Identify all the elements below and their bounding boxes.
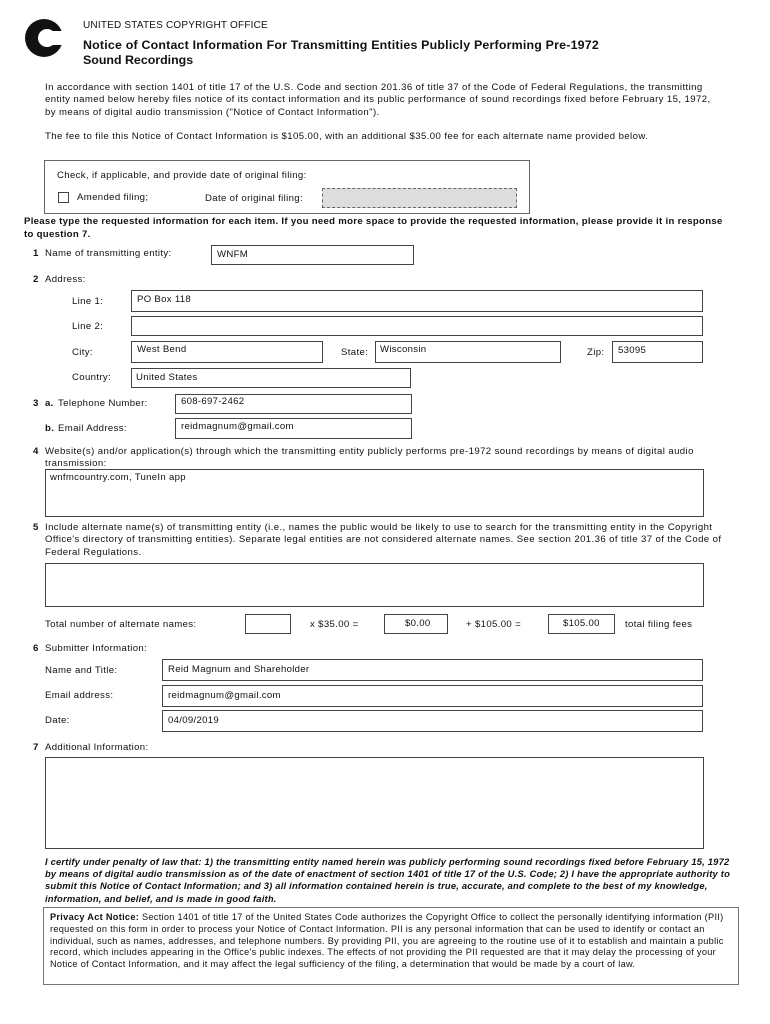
copyright-office-logo <box>20 18 70 58</box>
zip-label: Zip: <box>587 347 605 358</box>
q3b-letter: b. <box>45 423 55 434</box>
amended-filing-checkbox[interactable] <box>58 192 69 203</box>
city-label: City: <box>72 347 93 358</box>
state-label: State: <box>341 347 369 358</box>
amended-filing-label: Amended filing; <box>77 192 149 203</box>
instructions: Please type the requested information for each item. If you need more space to provide the requested information, please provide it in response to question 7. <box>24 216 723 240</box>
form-title-line2: Sound Recordings <box>83 53 194 67</box>
entity-name-label: Name of transmitting entity: <box>45 248 172 259</box>
entity-name-field[interactable]: WNFM <box>211 245 414 265</box>
certification-statement: I certify under penalty of law that: 1) the transmitting entity named herein was publicly performing sound recordings fixed before February 15, 1972 by means of digital audio transmission as of the date of enactment of section 1401 of title 17 of the U.S. Code; 2) I have the appropriate authority to submit this Notice of Contact Information; and 3) all information contained herein is true, accurate, and complete to the best of my knowledge, information, and belief, and is made in good faith. <box>45 856 730 904</box>
alternate-fee-field[interactable]: $0.00 <box>384 614 448 634</box>
original-filing-date-label: Date of original filing: <box>205 193 303 204</box>
additional-info-label: Additional Information: <box>45 742 149 753</box>
base-fee-text: + $105.00 = <box>466 619 522 630</box>
submitter-name-field[interactable]: Reid Magnum and Shareholder <box>162 659 703 681</box>
q1-number: 1 <box>33 248 39 259</box>
total-fee-field[interactable]: $105.00 <box>548 614 615 634</box>
privacy-act-notice <box>50 912 734 971</box>
intro-paragraph: In accordance with section 1401 of title 17 of the U.S. Code and section 201.36 of title 37 of the Code of Federal Regulations, the transmitting entity named below hereby files notice of its contact information and its public performance of sound recordings fixed before February 15, 1972, by means of digital audio transmission ("Notice of Contact Information"). <box>45 82 711 118</box>
q6-number: 6 <box>33 643 39 654</box>
submission-date-field[interactable]: 04/09/2019 <box>162 710 703 732</box>
amended-check-instruction: Check, if applicable, and provide date of original filing: <box>57 170 307 181</box>
total-alternate-names-label: Total number of alternate names: <box>45 619 197 630</box>
zip-field[interactable]: 53095 <box>612 341 703 363</box>
submitter-email-label: Email address: <box>45 690 114 701</box>
email-address-label: Email Address: <box>58 423 127 434</box>
q3a-letter: a. <box>45 398 54 409</box>
alternate-names-label: Include alternate name(s) of transmitting entity (i.e., names the public would be likely to use to search for the transmitting entity in the Copyright Office's directory of transmitting entities). Separate legal entities are not considered alternate names. See section 201.36 of title 37 of the Code of Federal Regulations. <box>45 522 722 558</box>
total-alternate-names-field[interactable] <box>245 614 291 634</box>
submission-date-label: Date: <box>45 715 70 726</box>
email-address-field[interactable]: reidmagnum@gmail.com <box>175 418 412 439</box>
q5-number: 5 <box>33 522 39 533</box>
additional-info-field[interactable] <box>45 757 704 849</box>
state-field[interactable]: Wisconsin <box>375 341 561 363</box>
q7-number: 7 <box>33 742 39 753</box>
q3-number: 3 <box>33 398 39 409</box>
address-line2-field[interactable] <box>131 316 703 336</box>
total-filing-fees-label: total filing fees <box>625 619 693 630</box>
alternate-names-field[interactable] <box>45 563 704 607</box>
telephone-field[interactable]: 608-697-2462 <box>175 394 412 414</box>
address-line2-label: Line 2: <box>72 321 104 332</box>
city-field[interactable]: West Bend <box>131 341 323 363</box>
telephone-label: Telephone Number: <box>58 398 148 409</box>
office-name: UNITED STATES COPYRIGHT OFFICE <box>83 20 268 31</box>
q2-number: 2 <box>33 274 39 285</box>
fee-paragraph: The fee to file this Notice of Contact Information is $105.00, with an additional $35.00 fee for each alternate name provided below. <box>45 131 649 142</box>
address-label: Address: <box>45 274 86 285</box>
form-title-line1: Notice of Contact Information For Transmitting Entities Publicly Performing Pre-1972 <box>83 38 599 52</box>
address-line1-field[interactable]: PO Box 118 <box>131 290 703 312</box>
country-label: Country: <box>72 372 112 383</box>
privacy-act-heading: Privacy Act Notice: <box>50 912 140 922</box>
submitter-info-label: Submitter Information: <box>45 643 148 654</box>
address-line1-label: Line 1: <box>72 296 104 307</box>
q4-number: 4 <box>33 446 39 457</box>
websites-label: Website(s) and/or application(s) through which the transmitting entity publicly performs pre-1972 sound recordings by means of digital audio transmission: <box>45 446 694 470</box>
privacy-act-text: Section 1401 of title 17 of the United States Code authorizes the Copyright Office to collect the personally identifying information (PII) requested on this form in order to process your Notice of Contact Information. PII is any personal information that can be used to identify or contact an individual, such as names, addresses, and telephone numbers. By providing PII, you are agreeing to the routine use of it to establish and maintain a public record, which includes appearing in the Office's public indexes. The effects of not providing the PII requested are that it may delay the processing of your Notice of Contact Information, and it may affect the legal sufficiency of the filing, a determination that would be made by a court of law. <box>50 912 724 970</box>
submitter-name-label: Name and Title: <box>45 665 118 676</box>
websites-field[interactable]: wnfmcountry.com, TuneIn app <box>45 469 704 517</box>
submitter-email-field[interactable]: reidmagnum@gmail.com <box>162 685 703 707</box>
per-name-fee-text: x $35.00 = <box>310 619 359 630</box>
original-filing-date-field[interactable] <box>322 188 517 208</box>
country-field[interactable]: United States <box>131 368 411 388</box>
